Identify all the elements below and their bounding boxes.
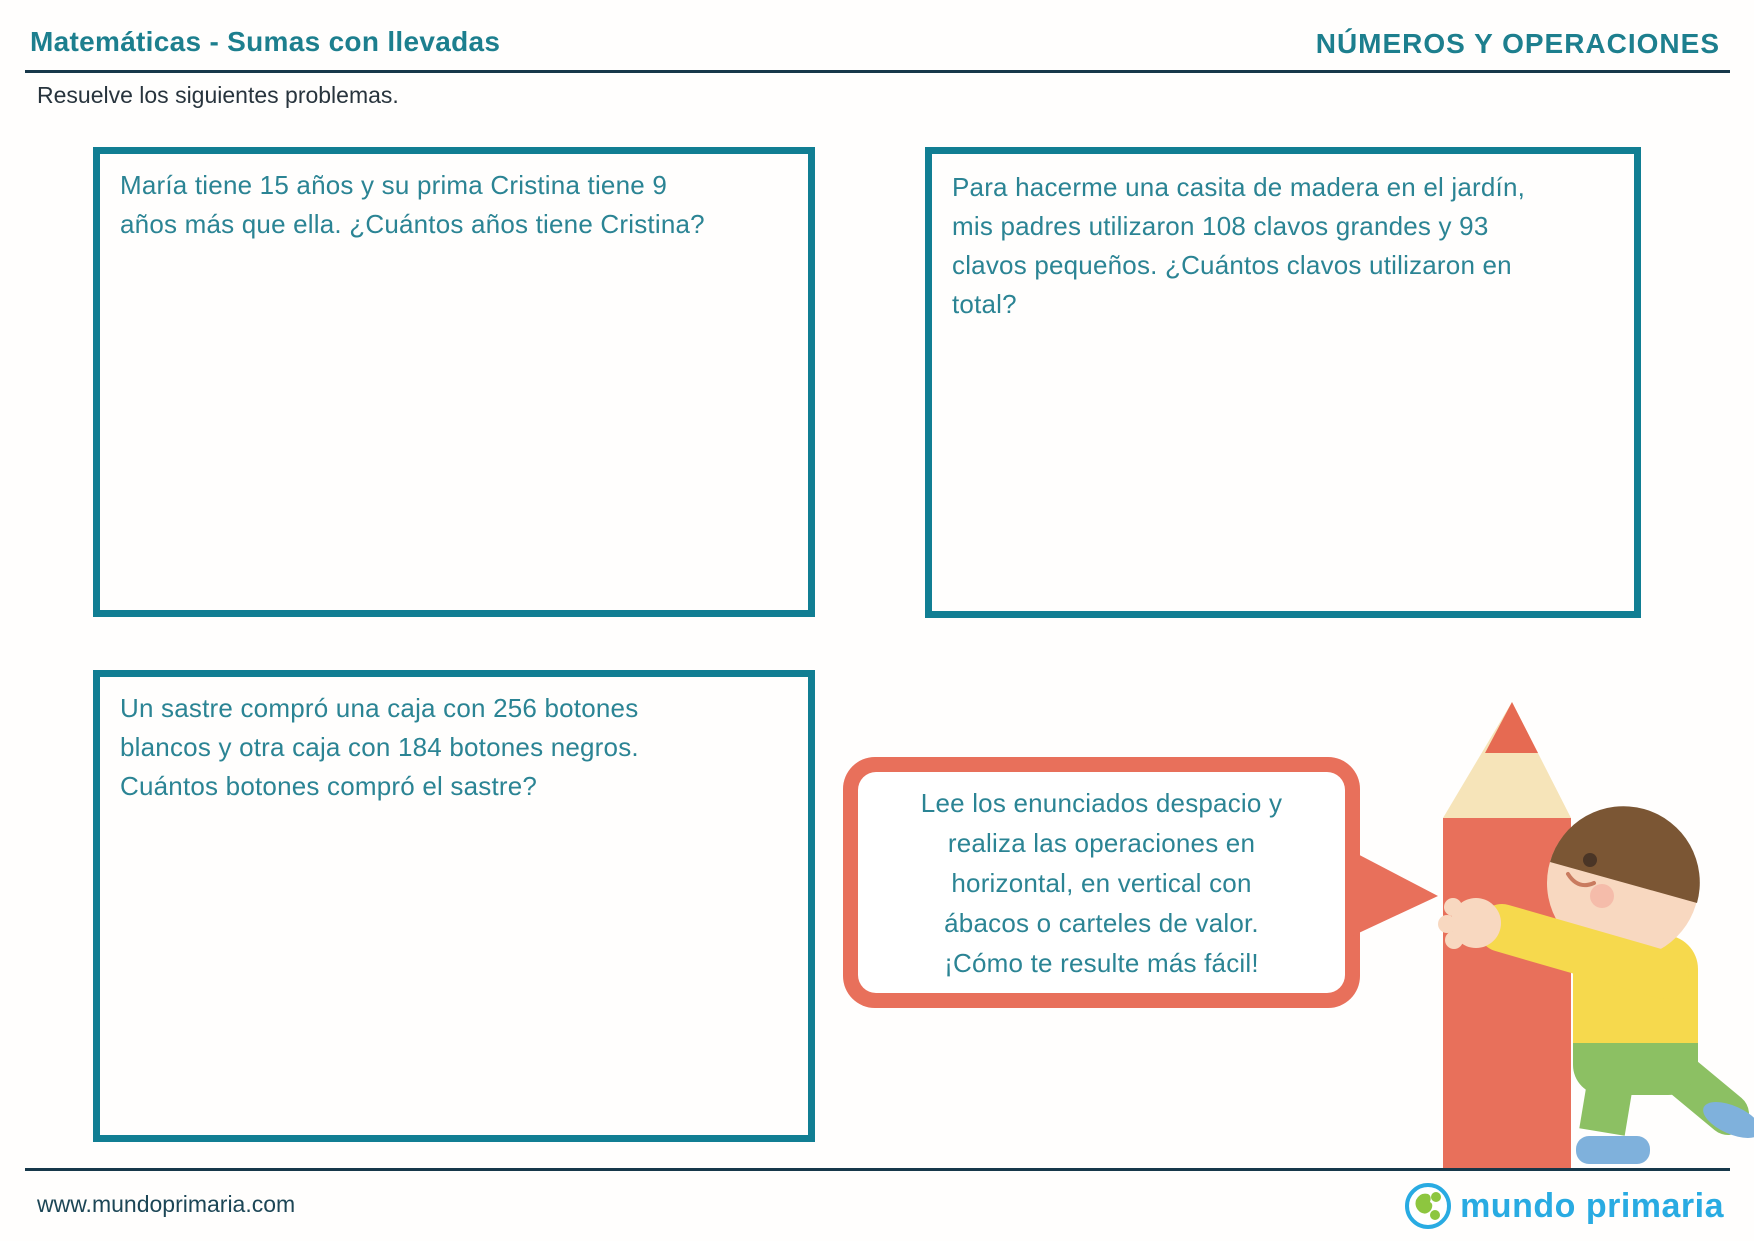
problem-3-line: Un sastre compró una caja con 256 botones bbox=[120, 693, 639, 723]
globe-icon bbox=[1404, 1182, 1452, 1230]
tip-line: ábacos o carteles de valor. bbox=[944, 908, 1259, 938]
problem-box-1 bbox=[93, 147, 815, 617]
problem-3-line: Cuántos botones compró el sastre? bbox=[120, 771, 538, 801]
problem-2-line: Para hacerme una casita de madera en el jardín, bbox=[952, 172, 1526, 202]
boy-eye bbox=[1583, 853, 1597, 867]
problem-2-line: clavos pequeños. ¿Cuántos clavos utilizaron en bbox=[952, 250, 1512, 280]
footer-url: www.mundoprimaria.com bbox=[37, 1191, 296, 1217]
tip-line: horizontal, en vertical con bbox=[951, 868, 1252, 898]
problem-2-line: mis padres utilizaron 108 clavos grandes y 93 bbox=[952, 211, 1489, 241]
tip-line: realiza las operaciones en bbox=[947, 828, 1256, 858]
problem-2-line: total? bbox=[952, 289, 1017, 319]
problem-1-line: María tiene 15 años y su prima Cristina tiene 9 bbox=[120, 170, 667, 200]
problem-3-line: blancos y otra caja con 184 botones negros. bbox=[120, 732, 639, 762]
problem-box-2 bbox=[925, 147, 1641, 618]
tip-line: ¡Cómo te resulte más fácil! bbox=[944, 948, 1259, 978]
mundo-primaria-logo bbox=[1404, 1182, 1724, 1230]
header-rule bbox=[25, 70, 1730, 73]
instruction-text: Resuelve los siguientes problemas. bbox=[37, 82, 399, 108]
page-title: Matemáticas - Sumas con llevadas bbox=[30, 26, 501, 57]
logo-text: mundo primaria bbox=[1460, 1186, 1724, 1225]
category-title: NÚMEROS Y OPERACIONES bbox=[1315, 28, 1720, 59]
tip-speech-bubble-body bbox=[858, 772, 1345, 993]
tip-line: Lee los enunciados despacio y bbox=[920, 788, 1283, 818]
boy-hugging-pencil-illustration bbox=[1280, 620, 1754, 1180]
boy-blush bbox=[1590, 884, 1614, 908]
problem-1-line: años más que ella. ¿Cuántos años tiene Cristina? bbox=[120, 209, 705, 239]
problem-box-3 bbox=[93, 670, 815, 1142]
